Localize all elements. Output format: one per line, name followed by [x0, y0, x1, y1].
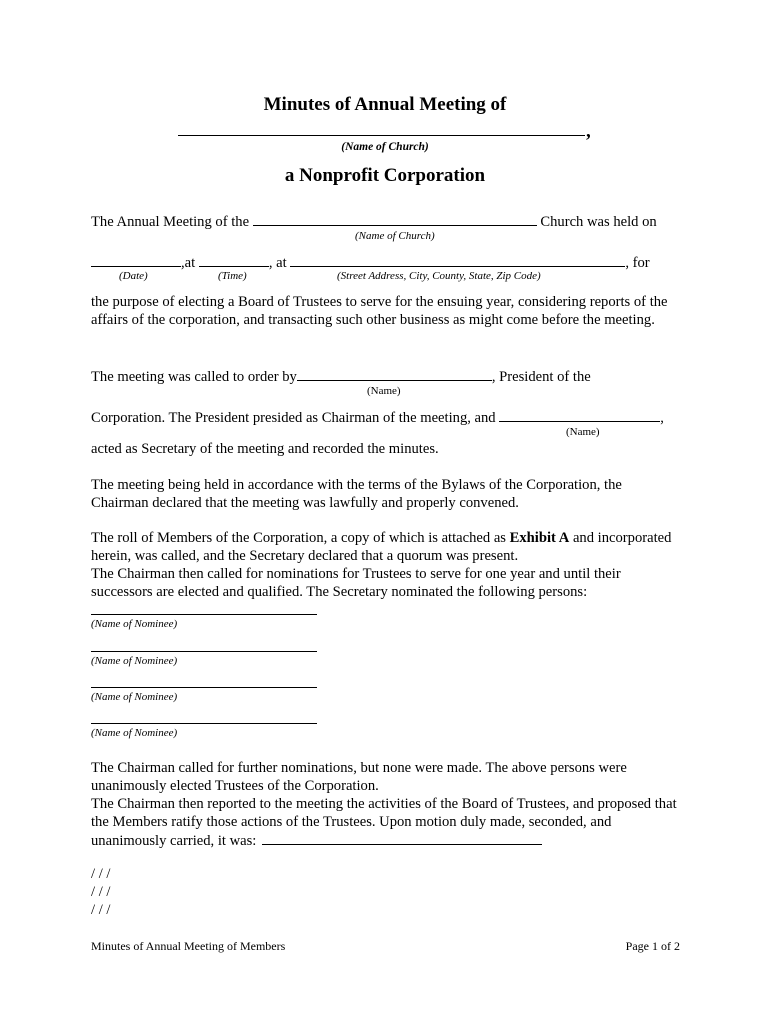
- intro-text-1: The Annual Meeting of the: [91, 214, 250, 230]
- footer-title: Minutes of Annual Meeting of Members: [91, 939, 286, 953]
- nominee-caption-4: (Name of Nominee): [91, 727, 178, 739]
- date-blank: [91, 253, 181, 267]
- nominee-caption-1: (Name of Nominee): [91, 618, 178, 630]
- nominee-line-3: [91, 687, 317, 688]
- bylaws-paragraph: The meeting being held in accordance with the terms of the Bylaws of the Corporation, the Chairman declared that the meeting was lawfully and properly convened.: [91, 477, 622, 511]
- purpose-paragraph: the purpose of electing a Board of Trustees to serve for the ensuing year, considering reports of the affairs of the corporation, and transacting such other business as might come before the meeting.: [91, 294, 668, 328]
- order-line: [91, 367, 591, 386]
- church-blank: [253, 212, 537, 226]
- for-text: , for: [625, 255, 650, 271]
- church-name-blank: [178, 135, 585, 136]
- intro-text-2: Church was held on: [540, 214, 657, 230]
- president-blank: [297, 367, 492, 381]
- address-blank: [290, 253, 625, 267]
- intro-line: [91, 212, 657, 231]
- church-name-caption: (Name of Church): [341, 141, 429, 153]
- corporation-line: [91, 408, 664, 427]
- page-number: Page 1 of 2: [625, 939, 680, 953]
- continuation-mark-3: / / /: [91, 902, 111, 918]
- roll-text-2: and incorporated herein, was called, and the Secretary declared that a quorum was present.: [91, 530, 672, 564]
- at-text-1: ,at: [181, 255, 196, 271]
- nominee-caption-2: (Name of Nominee): [91, 655, 178, 667]
- date-caption: (Date): [119, 270, 148, 282]
- time-caption: (Time): [218, 270, 247, 282]
- order-text-2: , President of the: [491, 369, 591, 385]
- document-subtitle: a Nonprofit Corporation: [284, 165, 486, 186]
- report-text: The Chairman then reported to the meeting the activities of the Board of Trustees, and proposed that the Members ratify those actions of the Trustees. Upon motion duly made, seconded, and unanimously carried, it was:: [91, 796, 677, 849]
- further-text: The Chairman called for further nominations, but none were made. The above persons were unanimously elected Trustees of the Corporation.: [91, 760, 627, 794]
- nominee-line-2: [91, 651, 317, 652]
- time-blank: [199, 253, 269, 267]
- secretary-line: acted as Secretary of the meeting and recorded the minutes.: [91, 441, 439, 457]
- title-comma: ,: [586, 121, 591, 142]
- further-nominations-paragraph: [91, 759, 681, 850]
- nominee-caption-3: (Name of Nominee): [91, 691, 178, 703]
- nominee-line-4: [91, 723, 317, 724]
- continuation-mark-1: / / /: [91, 866, 111, 882]
- address-caption: (Street Address, City, County, State, Zip Code): [337, 270, 541, 282]
- president-name-caption: (Name): [367, 385, 401, 397]
- nominations-text: The Chairman then called for nominations for Trustees to serve for one year and until their successors are elected and qualified. The Secretary nominated the following persons:: [91, 566, 621, 600]
- secretary-name-caption: (Name): [566, 426, 600, 438]
- resolution-blank: [262, 831, 542, 845]
- corporation-comma: ,: [660, 410, 664, 426]
- corporation-text: Corporation. The President presided as Chairman of the meeting, and: [91, 410, 496, 426]
- nominee-line-1: [91, 614, 317, 615]
- document-title: Minutes of Annual Meeting of: [263, 94, 507, 115]
- at-text-2: , at: [268, 255, 287, 271]
- roll-paragraph: [91, 529, 681, 601]
- secretary-blank: [499, 408, 660, 422]
- church-caption: (Name of Church): [355, 230, 435, 242]
- roll-text-1: The roll of Members of the Corporation, a copy of which is attached as: [91, 530, 506, 546]
- exhibit-a-label: Exhibit A: [509, 530, 570, 546]
- continuation-mark-2: / / /: [91, 884, 111, 900]
- order-text-1: The meeting was called to order by: [91, 369, 297, 385]
